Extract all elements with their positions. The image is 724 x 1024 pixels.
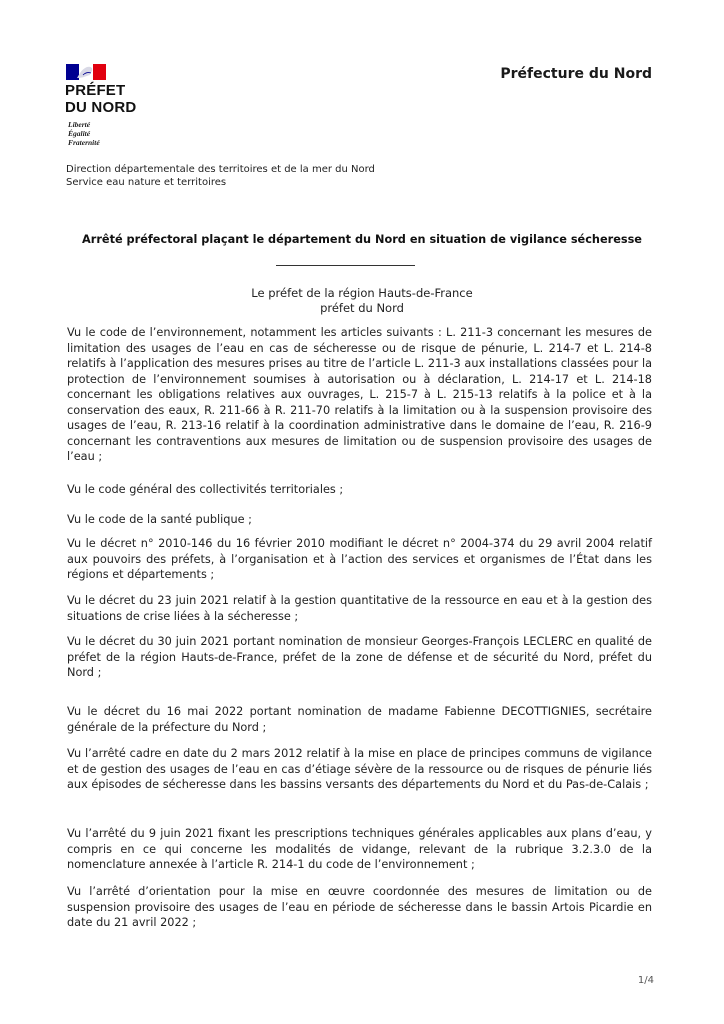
visa-paragraph: Vu le décret du 23 juin 2021 relatif à la gestion quantitative de la ressource en eau et à la gestion des situations de crise liées à la sécheresse ; [67,594,652,623]
visa-paragraph: Vu l’arrêté cadre en date du 2 mars 2012 relatif à la mise en place de principes communs de vigilance et de gestion des usages de l’eau en cas d’étiage sévère de la ressource ou de risques de pénurie liés aux épisodes de sécheresse dans les bassins versants des départements du Nord et du Pas-de-Calais ; [67,747,652,791]
prefet-designation [0,286,724,316]
service-block [66,163,375,189]
logo-line-1: PRÉFET [65,82,126,99]
service-line: Service eau nature et territoires [66,177,227,188]
logo-line-2: DU NORD [65,99,137,116]
devise-fraternite: Fraternité [68,138,100,147]
page-number: 1/4 [637,975,654,986]
prefet-line-2: préfet du Nord [320,301,404,315]
document-title: Arrêté préfectoral plaçant le département du Nord en situation de vigilance sécheresse [82,233,642,246]
visa-paragraph: Vu le décret du 30 juin 2021 portant nomination de monsieur Georges-François LECLERC en qualité de préfet de la région Hauts-de-France, préfet de la zone de défense et de sécurité du Nord, préfet du Nord ; [67,635,652,679]
marianne-logo [66,64,106,80]
devise-liberte: Liberté [68,120,91,129]
logo-wordmark [65,82,136,116]
visa-paragraph: Vu le code général des collectivités territoriales ; [67,483,344,496]
visa-paragraph: Vu le code de la santé publique ; [67,513,252,526]
visa-paragraph: Vu l’arrêté du 9 juin 2021 fixant les prescriptions techniques générales applicables aux plans d’eau, y compris en ce qui concerne les modalités de vidange, relevant de la rubrique 3.2.3.0 de la nomenclature annexée à l’article R. 214-1 du code de l’environnement ; [67,827,652,871]
prefet-line-1: Le préfet de la région Hauts-de-France [251,286,473,300]
devise-egalite: Égalité [68,129,91,138]
visa-paragraph: Vu le décret du 16 mai 2022 portant nomination de madame Fabienne DECOTTIGNIES, secrétaire générale de la préfecture du Nord ; [67,705,652,734]
visa-paragraph: Vu le décret n° 2010-146 du 16 février 2010 modifiant le décret n° 2004-374 du 29 avril 2004 relatif aux pouvoirs des préfets, à l’organisation et à l’action des services et organismes de l’État dans les régions et départements ; [67,537,652,581]
prefecture-heading: Préfecture du Nord [500,66,652,82]
visa-paragraph: Vu l’arrêté d’orientation pour la mise en œuvre coordonnée des mesures de limitation ou de suspension provisoire des usages de l’eau en période de sécheresse dans le bassin Artois Picardie en date du 21 avril 2022 ; [67,885,652,929]
title-divider [276,265,415,266]
visa-paragraph: Vu le code de l’environnement, notamment les articles suivants : L. 211-3 concernant les mesures de limitation des usages de l’eau en cas de sécheresse ou de risque de pénurie, L. 214-7 et L. 214-8 relatifs à l’application des mesures prises au titre de l’article L. 211-3 aux installations classées pour la protection de l’environnement soumises à autorisation ou à déclaration, L. 214-17 et L. 214-18 concernant les obligations relatives aux ouvrages, L. 215-7 à L. 215-13 relatifs à la police et à la conservation des eaux, R. 211-66 à R. 211-70 relatifs à la limitation ou à la suspension provisoire des usages de l’eau, R. 213-16 relatif à la coordination administrative dans le domaine de l’eau, R. 216-9 concernant les contraventions aux mesures de limitation ou de suspension provisoire des usages de l’eau ; [67,326,652,463]
direction-line: Direction départementale des territoires et de la mer du Nord [66,164,375,175]
devise [68,120,100,147]
